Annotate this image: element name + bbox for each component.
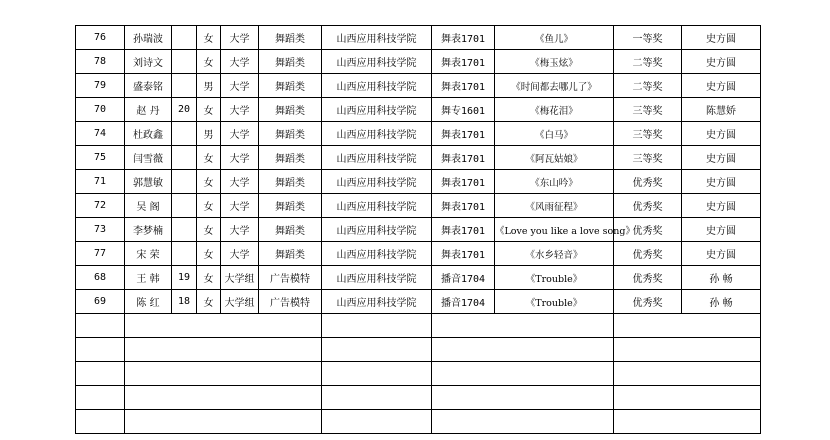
cell-work[interactable]: 《梅玉炫》 (495, 50, 614, 74)
cell-award[interactable]: 优秀奖 (614, 170, 682, 194)
cell-school[interactable]: 山西应用科技学院 (322, 26, 432, 50)
cell-level[interactable]: 大学 (221, 122, 259, 146)
cell-school[interactable]: 山西应用科技学院 (322, 242, 432, 266)
cell-age[interactable] (172, 50, 197, 74)
cell-school[interactable]: 山西应用科技学院 (322, 290, 432, 314)
cell-category[interactable]: 舞蹈类 (259, 242, 322, 266)
cell-id[interactable]: 71 (76, 170, 125, 194)
cell-id[interactable]: 73 (76, 218, 125, 242)
cell-category[interactable]: 舞蹈类 (259, 218, 322, 242)
cell-class[interactable]: 舞表1701 (432, 26, 495, 50)
cell-gender[interactable]: 女 (197, 290, 221, 314)
cell-name[interactable]: 宋 荣 (125, 242, 172, 266)
cell-gender[interactable]: 女 (197, 98, 221, 122)
cell-gender[interactable]: 女 (197, 170, 221, 194)
cell-school[interactable]: 山西应用科技学院 (322, 194, 432, 218)
table-row (76, 26, 761, 50)
cell-school[interactable]: 山西应用科技学院 (322, 218, 432, 242)
cell-level[interactable]: 大学 (221, 170, 259, 194)
cell-award[interactable]: 优秀奖 (614, 194, 682, 218)
cell-id[interactable]: 77 (76, 242, 125, 266)
cell-school[interactable]: 山西应用科技学院 (322, 122, 432, 146)
cell-name[interactable]: 盛泰铭 (125, 74, 172, 98)
cell-teacher[interactable]: 史方圆 (682, 170, 761, 194)
table-row (76, 50, 761, 74)
cell-award[interactable]: 优秀奖 (614, 266, 682, 290)
cell-class[interactable]: 舞表1701 (432, 194, 495, 218)
cell-work[interactable]: 《时间都去哪儿了》 (495, 74, 614, 98)
cell-teacher[interactable]: 史方圆 (682, 218, 761, 242)
cell-name[interactable]: 吴 阁 (125, 194, 172, 218)
table-row (76, 242, 761, 266)
empty-row (76, 338, 761, 362)
cell-school[interactable]: 山西应用科技学院 (322, 98, 432, 122)
cell-level[interactable]: 大学 (221, 146, 259, 170)
cell-category[interactable]: 舞蹈类 (259, 194, 322, 218)
cell-name[interactable]: 王 韩 (125, 266, 172, 290)
cell-teacher[interactable]: 史方圆 (682, 50, 761, 74)
cell-age[interactable] (172, 74, 197, 98)
cell-category[interactable]: 舞蹈类 (259, 146, 322, 170)
cell-id[interactable]: 72 (76, 194, 125, 218)
cell-class[interactable]: 舞表1701 (432, 170, 495, 194)
cell-age[interactable]: 18 (172, 290, 197, 314)
table-row (76, 74, 761, 98)
cell-award[interactable]: 三等奖 (614, 122, 682, 146)
cell-gender[interactable]: 女 (197, 146, 221, 170)
cell-level[interactable]: 大学组 (221, 290, 259, 314)
cell-gender[interactable]: 男 (197, 74, 221, 98)
cell-category[interactable]: 舞蹈类 (259, 98, 322, 122)
empty-rows (76, 314, 761, 434)
cell-class[interactable]: 播音1704 (432, 290, 495, 314)
cell-work[interactable]: 《Love you like a love song》 (495, 218, 614, 242)
cell-gender[interactable]: 女 (197, 26, 221, 50)
cell-category[interactable]: 舞蹈类 (259, 50, 322, 74)
cell-class[interactable]: 舞专1601 (432, 98, 495, 122)
cell-award[interactable]: 三等奖 (614, 98, 682, 122)
cell-gender[interactable]: 女 (197, 194, 221, 218)
cell-category[interactable]: 舞蹈类 (259, 122, 322, 146)
cell-work[interactable]: 《Trouble》 (495, 290, 614, 314)
table-row (76, 194, 761, 218)
cell-school[interactable]: 山西应用科技学院 (322, 266, 432, 290)
cell-work[interactable]: 《梅花泪》 (495, 98, 614, 122)
cell-name[interactable]: 杜政鑫 (125, 122, 172, 146)
cell-name[interactable]: 孙瑞波 (125, 26, 172, 50)
cell-class[interactable]: 播音1704 (432, 266, 495, 290)
cell-teacher[interactable]: 史方圆 (682, 26, 761, 50)
cell-work[interactable]: 《Trouble》 (495, 266, 614, 290)
cell-class[interactable]: 舞表1701 (432, 218, 495, 242)
cell-category[interactable]: 舞蹈类 (259, 26, 322, 50)
cell-class[interactable]: 舞表1701 (432, 74, 495, 98)
cell-id[interactable]: 75 (76, 146, 125, 170)
cell-teacher[interactable]: 史方圆 (682, 194, 761, 218)
cell-award[interactable]: 优秀奖 (614, 242, 682, 266)
cell-category[interactable]: 广告模特 (259, 266, 322, 290)
cell-gender[interactable]: 女 (197, 242, 221, 266)
cell-work[interactable]: 《鱼儿》 (495, 26, 614, 50)
cell-work[interactable]: 《风雨征程》 (495, 194, 614, 218)
cell-teacher[interactable]: 孙 畅 (682, 266, 761, 290)
cell-level[interactable]: 大学 (221, 26, 259, 50)
cell-level[interactable]: 大学 (221, 50, 259, 74)
cell-category[interactable]: 舞蹈类 (259, 74, 322, 98)
empty-row (76, 362, 761, 386)
cell-category[interactable]: 舞蹈类 (259, 170, 322, 194)
cell-level[interactable]: 大学 (221, 242, 259, 266)
cell-id[interactable]: 74 (76, 122, 125, 146)
cell-name[interactable]: 闫雪薇 (125, 146, 172, 170)
cell-id[interactable]: 69 (76, 290, 125, 314)
cell-age[interactable] (172, 170, 197, 194)
cell-class[interactable]: 舞表1701 (432, 50, 495, 74)
table-row (76, 170, 761, 194)
table-row (76, 290, 761, 314)
empty-row (76, 314, 761, 338)
table-row (76, 146, 761, 170)
cell-id[interactable]: 70 (76, 98, 125, 122)
cell-teacher[interactable]: 史方圆 (682, 242, 761, 266)
empty-row (76, 410, 761, 434)
cell-award[interactable]: 二等奖 (614, 50, 682, 74)
cell-id[interactable]: 78 (76, 50, 125, 74)
cell-teacher[interactable]: 史方圆 (682, 146, 761, 170)
cell-level[interactable]: 大学组 (221, 266, 259, 290)
cell-age[interactable] (172, 146, 197, 170)
cell-teacher[interactable]: 史方圆 (682, 74, 761, 98)
cell-class[interactable]: 舞表1701 (432, 242, 495, 266)
cell-age[interactable] (172, 194, 197, 218)
cell-id[interactable]: 79 (76, 74, 125, 98)
cell-name[interactable]: 陈 红 (125, 290, 172, 314)
cell-school[interactable]: 山西应用科技学院 (322, 170, 432, 194)
cell-level[interactable]: 大学 (221, 218, 259, 242)
cell-gender[interactable]: 女 (197, 266, 221, 290)
cell-name[interactable]: 李梦楠 (125, 218, 172, 242)
cell-work[interactable]: 《阿瓦姑娘》 (495, 146, 614, 170)
cell-school[interactable]: 山西应用科技学院 (322, 146, 432, 170)
cell-teacher[interactable]: 孙 畅 (682, 290, 761, 314)
cell-name[interactable]: 郭慧敏 (125, 170, 172, 194)
cell-award[interactable]: 优秀奖 (614, 218, 682, 242)
cell-award[interactable]: 一等奖 (614, 26, 682, 50)
cell-level[interactable]: 大学 (221, 74, 259, 98)
empty-row (76, 386, 761, 410)
award-sheet (75, 25, 760, 434)
cell-age[interactable] (172, 218, 197, 242)
cell-gender[interactable]: 女 (197, 218, 221, 242)
cell-teacher[interactable]: 陈慧娇 (682, 98, 761, 122)
cell-level[interactable]: 大学 (221, 98, 259, 122)
cell-age[interactable] (172, 26, 197, 50)
cell-award[interactable]: 二等奖 (614, 74, 682, 98)
cell-name[interactable]: 刘诗文 (125, 50, 172, 74)
cell-award[interactable]: 三等奖 (614, 146, 682, 170)
cell-class[interactable]: 舞表1701 (432, 146, 495, 170)
cell-class[interactable]: 舞表1701 (432, 122, 495, 146)
cell-school[interactable]: 山西应用科技学院 (322, 74, 432, 98)
table-row (76, 122, 761, 146)
cell-work[interactable]: 《水乡轻音》 (495, 242, 614, 266)
cell-id[interactable]: 76 (76, 26, 125, 50)
cell-id[interactable]: 68 (76, 266, 125, 290)
cell-category[interactable]: 广告模特 (259, 290, 322, 314)
cell-gender[interactable]: 女 (197, 50, 221, 74)
table-row (76, 218, 761, 242)
table-row (76, 266, 761, 290)
cell-age[interactable] (172, 242, 197, 266)
cell-teacher[interactable]: 史方圆 (682, 122, 761, 146)
cell-age[interactable]: 20 (172, 98, 197, 122)
award-table (75, 25, 761, 434)
cell-level[interactable]: 大学 (221, 194, 259, 218)
cell-work[interactable]: 《白马》 (495, 122, 614, 146)
cell-work[interactable]: 《东山吟》 (495, 170, 614, 194)
cell-gender[interactable]: 男 (197, 122, 221, 146)
table-row (76, 98, 761, 122)
cell-school[interactable]: 山西应用科技学院 (322, 50, 432, 74)
cell-age[interactable] (172, 122, 197, 146)
cell-age[interactable]: 19 (172, 266, 197, 290)
cell-name[interactable]: 赵 丹 (125, 98, 172, 122)
cell-award[interactable]: 优秀奖 (614, 290, 682, 314)
